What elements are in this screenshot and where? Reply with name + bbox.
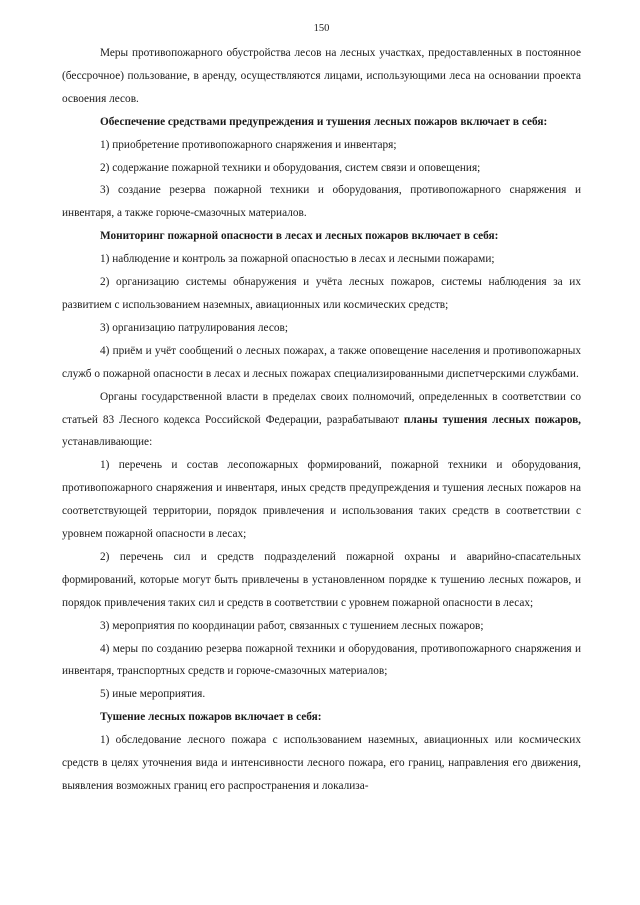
list-item-detection-system: 2) организацию системы обнаружения и учёта лесных пожаров, системы наблюдения за их развитием с использованием наземных, авиационных или космических средств; <box>62 276 581 311</box>
list-item-observation-control: 1) наблюдение и контроль за пожарной опасностью в лесах и лесными пожарами; <box>100 253 495 266</box>
firefighting-plans-intro: Органы государственной власти в пределах своих полномочий, определенных в соответствии со статьей 83 Лесного кодекса Российской Федерации, разрабатывают <box>62 390 581 426</box>
list-item-patrolling: 3) организацию патрулирования лесов; <box>100 321 288 334</box>
page-number: 150 <box>313 23 330 34</box>
list-item-equipment-maintenance: 2) содержание пожарной техники и оборудования, систем связи и оповещения; <box>100 161 481 174</box>
list-item-formations-list: 1) перечень и состав лесопожарных формирований, пожарной техники и оборудования, противопожарного снаряжения и инвентаря, иных средств предупреждения и тушения лесных пожаров на соответствующей территории, порядок привлечения и использования таких средств в соответствии с уровнем пожарной опасности в лесах; <box>62 459 581 541</box>
paragraph-firefighting-plans <box>62 386 581 455</box>
list-item-reserve-measures: 4) меры по созданию резерва пожарной техники и оборудования, противопожарного снаряжения и инвентаря, транспортных средств и горюче-смазочных материалов; <box>62 642 581 678</box>
heading-fire-extinguishing: Тушение лесных пожаров включает в себя: <box>100 711 322 724</box>
firefighting-plans-tail: устанавливающие: <box>62 436 153 449</box>
paragraph-forest-fire-arrangement: Меры противопожарного обустройства лесов на лесных участках, предоставленных в постоянное (бессрочное) пользование, в аренду, осуществляются лицами, использующими леса на основании проекта освоения лесов. <box>62 47 581 105</box>
heading-prevention-means: Обеспечение средствами предупреждения и тушения лесных пожаров включает в себя: <box>100 115 548 128</box>
list-item-reports-notification: 4) приём и учёт сообщений о лесных пожарах, а также оповещение населения и противопожарных служб о пожарной опасности в лесах и лесных пожарах специализированными диспетчерскими службами. <box>62 344 581 380</box>
heading-fire-monitoring: Мониторинг пожарной опасности в лесах и лесных пожаров включает в себя: <box>100 230 499 243</box>
list-item-fire-survey: 1) обследование лесного пожара с использованием наземных, авиационных или космических средств в целях уточнения вида и интенсивности лесного пожара, его границ, направления его движения, выявления возможных границ его распространения и локализа- <box>62 734 581 792</box>
list-item-coordination: 3) мероприятия по координации работ, связанных с тушением лесных пожаров; <box>100 619 484 632</box>
list-item-forces-list: 2) перечень сил и средств подразделений пожарной охраны и аварийно-спасательных формирований, которые могут быть привлечены в установленном порядке к тушению лесных пожаров, и порядок привлечения таких сил и средств в соответствии с уровнем пожарной опасности в лесах; <box>62 550 581 609</box>
list-item-reserve-creation: 3) создание резерва пожарной техники и оборудования, противопожарного снаряжения и инвентаря, а также горюче-смазочных материалов. <box>62 184 581 220</box>
list-item-other-measures: 5) иные мероприятия. <box>100 688 206 701</box>
list-item-equipment-purchase: 1) приобретение противопожарного снаряжения и инвентаря; <box>100 138 397 151</box>
firefighting-plans-term: планы тушения лесных пожаров, <box>403 413 582 426</box>
document-page <box>62 22 581 798</box>
